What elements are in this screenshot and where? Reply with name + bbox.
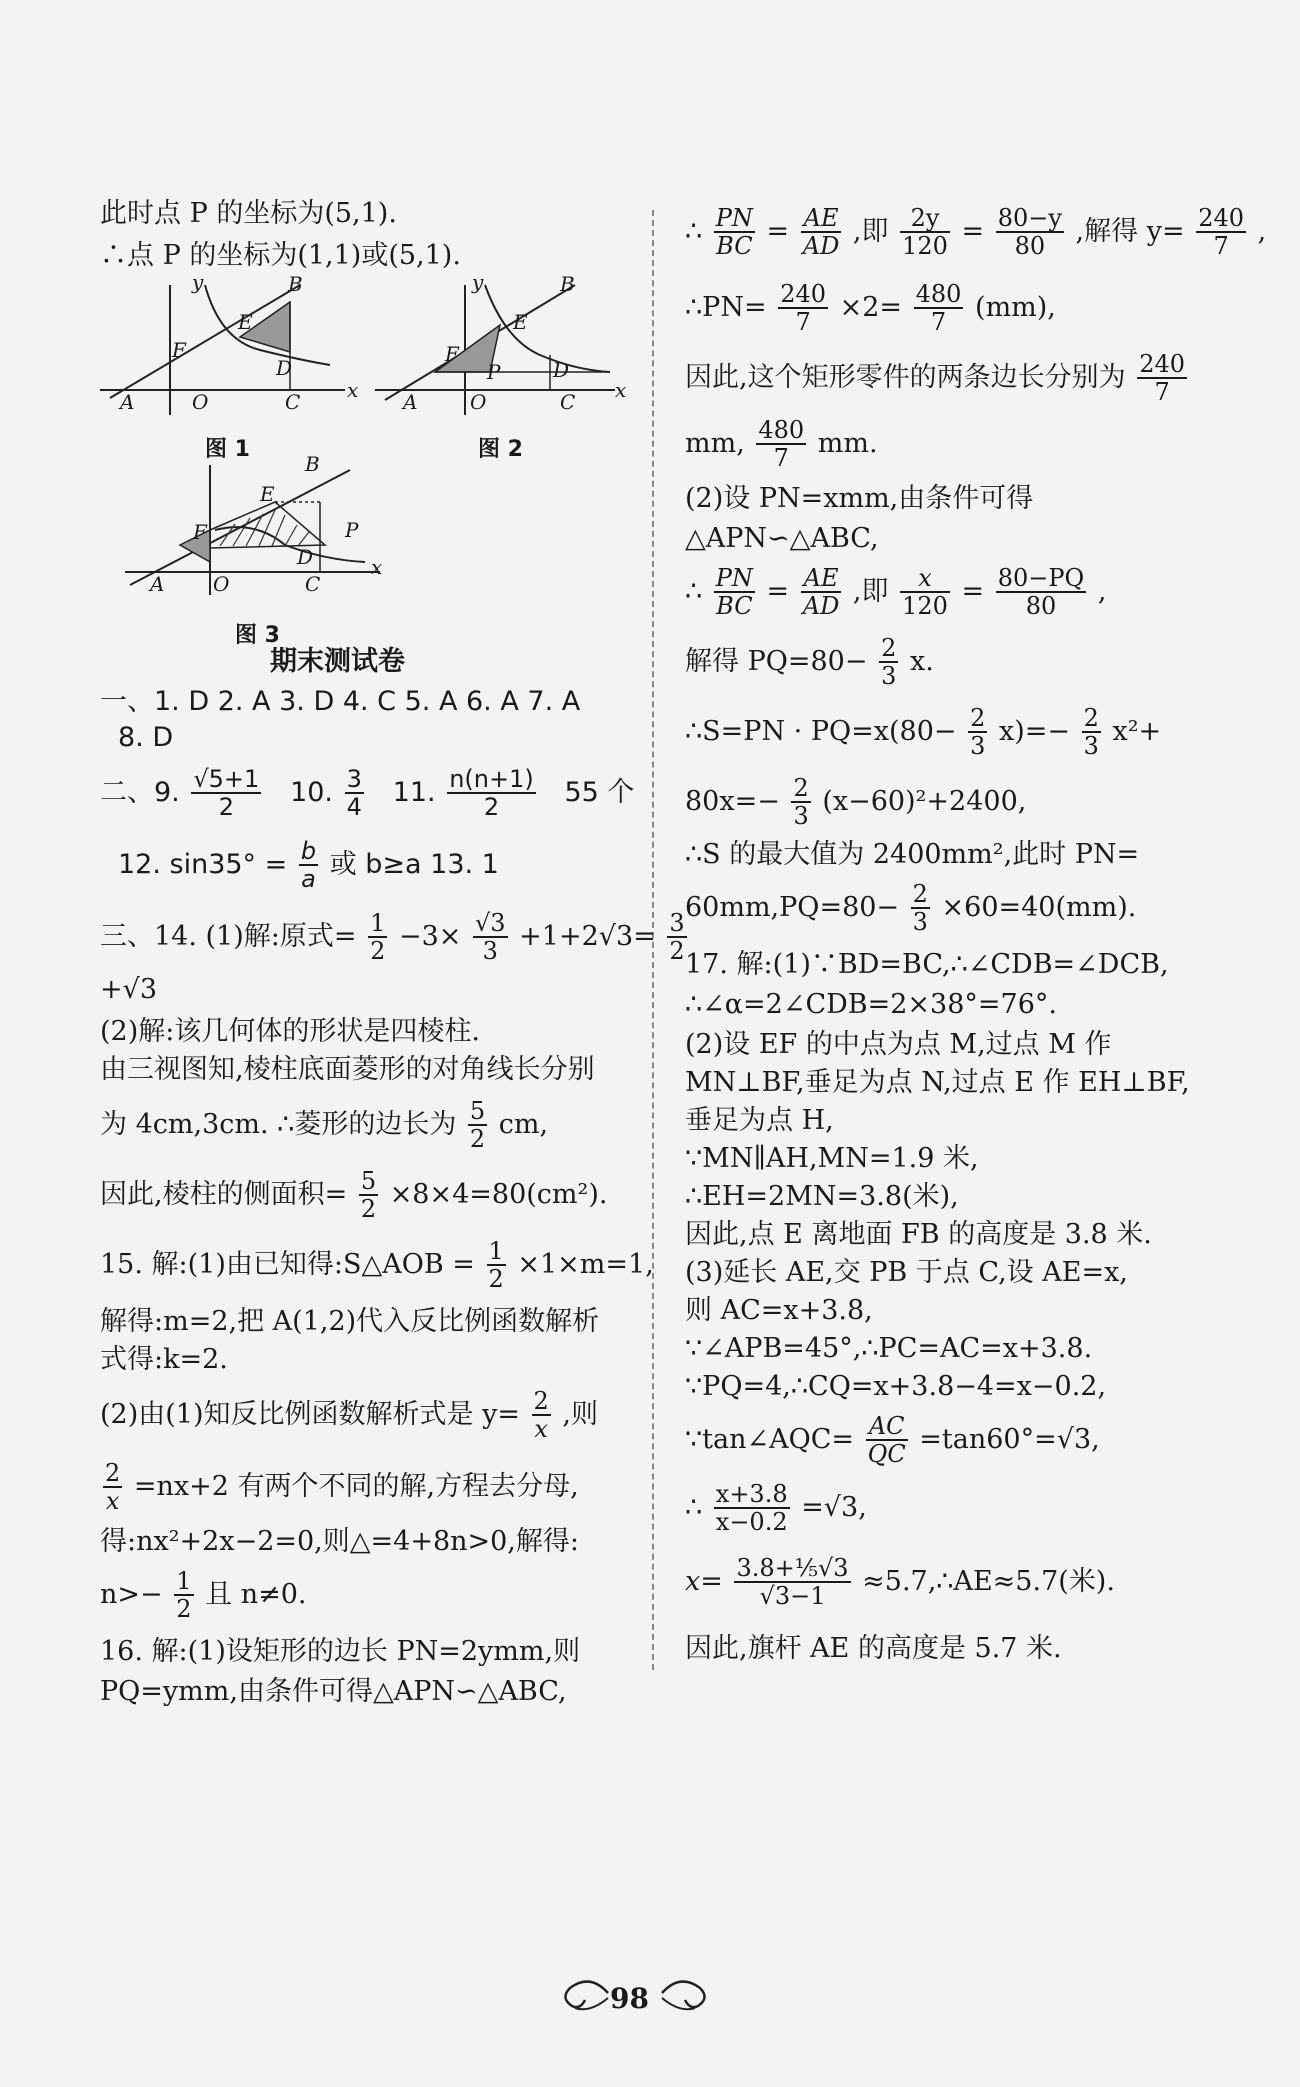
answer-line: 得:nx²+2x−2=0,则△=4+8n>0,解得: bbox=[100, 1526, 579, 1557]
label-x: x bbox=[615, 378, 627, 402]
answer-line: 三、14. (1)解:原式= $\frac{1}{2}$ −3× $\frac{√3}{3}$ +1+2√3= $\frac{3}{2}$ bbox=[100, 909, 685, 966]
answer-line: ∴∠α=2∠CDB=2×38°=76°. bbox=[685, 989, 1057, 1020]
label-E: E bbox=[513, 310, 528, 334]
answer-line: 12. sin35° = $\frac{b}{a}$ 或 b≥a 13. 1 bbox=[118, 837, 499, 894]
answer-line: 垂足为点 H, bbox=[685, 1105, 834, 1136]
text-line: ∴点 P 的坐标为(1,1)或(5,1). bbox=[100, 240, 461, 271]
label-C: C bbox=[560, 390, 576, 414]
answer-line: ∴ $\frac{PN}{BC}$ = $\frac{AE}{AD}$ ,即 $\frac{2y}{120}$ = $\frac{80-y}{80}$ ,解得 y= $\frac{240}{7}$ , bbox=[685, 204, 1267, 261]
label-C: C bbox=[285, 390, 301, 414]
left-ornament-icon bbox=[560, 1968, 610, 2018]
answer-line: mm, $\frac{480}{7}$ mm. bbox=[685, 416, 878, 473]
answer-line: n>− $\frac{1}{2}$ 且 n≠0. bbox=[100, 1567, 307, 1624]
label-F: F bbox=[445, 342, 459, 366]
answer-line: 17. 解:(1)∵BD=BC,∴∠CDB=∠DCB, bbox=[685, 949, 1169, 980]
answer-line: ∴PN= $\frac{240}{7}$ ×2= $\frac{480}{7}$ (mm), bbox=[685, 280, 1056, 337]
answer-line: 15. 解:(1)由已知得:S△AOB = $\frac{1}{2}$ ×1×m=1, bbox=[100, 1237, 654, 1294]
label-y: y bbox=[192, 270, 204, 294]
label-D: D bbox=[276, 356, 293, 380]
answer-line: (2)解:该几何体的形状是四棱柱. bbox=[100, 1016, 480, 1047]
answer-line: △APN∽△ABC, bbox=[685, 523, 879, 554]
figure-3-caption: 图 3 bbox=[235, 623, 280, 648]
answer-line: 一、1. D 2. A 3. D 4. C 5. A 6. A 7. A bbox=[100, 686, 581, 717]
answer-line: (3)延长 AE,交 PB 于点 C,设 AE=x, bbox=[685, 1257, 1128, 1288]
page-number: 98 bbox=[610, 1982, 649, 2015]
figure-1 bbox=[100, 270, 360, 420]
answer-line: ∴S 的最大值为 2400mm²,此时 PN= bbox=[685, 839, 1140, 870]
label-F: F bbox=[172, 338, 186, 362]
label-C: C bbox=[305, 572, 321, 596]
answer-line: ∴S=PN · PQ=x(80− $\frac{2}{3}$ x)=− $\frac{2}{3}$ x²+ bbox=[685, 704, 1162, 761]
answer-line: ∴EH=2MN=3.8(米), bbox=[685, 1181, 959, 1212]
answer-line: 式得:k=2. bbox=[100, 1344, 228, 1375]
figure-2-caption: 图 2 bbox=[478, 437, 523, 462]
label-O: O bbox=[470, 390, 487, 414]
label-F: F bbox=[193, 520, 207, 544]
answer-line: (2)设 PN=xmm,由条件可得 bbox=[685, 483, 1034, 514]
label-y: y bbox=[472, 270, 484, 294]
label-D: D bbox=[297, 545, 314, 569]
answer-line: 16. 解:(1)设矩形的边长 PN=2ymm,则 bbox=[100, 1636, 581, 1667]
answer-line: PQ=ymm,由条件可得△APN∽△ABC, bbox=[100, 1676, 567, 1707]
answer-line: 80x=− $\frac{2}{3}$ (x−60)²+2400, bbox=[685, 774, 1027, 831]
answer-line: 解得:m=2,把 A(1,2)代入反比例函数解析 bbox=[100, 1306, 600, 1337]
label-E: E bbox=[260, 482, 275, 506]
answer-line: ∵PQ=4,∴CQ=x+3.8−4=x−0.2, bbox=[685, 1371, 1107, 1402]
figure-3 bbox=[125, 452, 385, 600]
answer-line: 因此,点 E 离地面 FB 的高度是 3.8 米. bbox=[685, 1219, 1152, 1250]
answer-line: 8. D bbox=[118, 722, 174, 753]
label-A: A bbox=[120, 390, 135, 414]
answer-line: +√3 bbox=[100, 974, 158, 1005]
figure-2 bbox=[375, 270, 627, 420]
label-B: B bbox=[560, 272, 575, 296]
answer-line: ∴ $\frac{x+3.8}{x-0.2}$ =√3, bbox=[685, 1480, 867, 1537]
section-title: 期末测试卷 bbox=[270, 646, 405, 677]
answer-line: x= $\frac{\text{3.8+⅕√3}}{√3-1}$ ≈5.7,∴AE≈5.7(米). bbox=[685, 1554, 1115, 1611]
answer-line: (2)由(1)知反比例函数解析式是 y= $\frac{2}{x}$ ,则 bbox=[100, 1387, 599, 1444]
answer-line: $\frac{2}{x}$ =nx+2 有两个不同的解,方程去分母, bbox=[105, 1459, 579, 1516]
text-line: 此时点 P 的坐标为(5,1). bbox=[100, 198, 397, 229]
answer-line: ∵tan∠AQC= $\frac{AC}{QC}$ =tan60°=√3, bbox=[685, 1412, 1100, 1469]
answer-line: 为 4cm,3cm. ∴菱形的边长为 $\frac{5}{2}$ cm, bbox=[100, 1097, 549, 1154]
label-A: A bbox=[403, 390, 418, 414]
label-P: P bbox=[487, 360, 501, 384]
answer-line: 二、9. $\frac{√5+1}{2}$ 10. $\frac{3}{4}$ 11. $\frac{n(n+1)}{2}$ 55 个 bbox=[100, 765, 635, 822]
answer-line: ∵∠APB=45°,∴PC=AC=x+3.8. bbox=[685, 1333, 1093, 1364]
label-E: E bbox=[238, 310, 253, 334]
label-A: A bbox=[150, 572, 165, 596]
label-D: D bbox=[553, 358, 570, 382]
answer-line: 由三视图知,棱柱底面菱形的对角线长分别 bbox=[100, 1054, 595, 1085]
label-x: x bbox=[371, 555, 383, 579]
label-O: O bbox=[192, 390, 209, 414]
answer-line: ∴ $\frac{PN}{BC}$ = $\frac{AE}{AD}$ ,即 $\frac{x}{120}$ = $\frac{80-PQ}{80}$ , bbox=[685, 564, 1107, 621]
answer-line: MN⊥BF,垂足为点 N,过点 E 作 EH⊥BF, bbox=[685, 1067, 1190, 1098]
answer-line: 解得 PQ=80− $\frac{2}{3}$ x. bbox=[685, 634, 934, 691]
answer-line: ∵MN∥AH,MN=1.9 米, bbox=[685, 1143, 979, 1174]
figure-1-caption: 图 1 bbox=[205, 437, 250, 462]
answer-line: 因此,旗杆 AE 的高度是 5.7 米. bbox=[685, 1633, 1062, 1664]
right-ornament-icon bbox=[660, 1968, 710, 2018]
answer-line: 60mm,PQ=80− $\frac{2}{3}$ ×60=40(mm). bbox=[685, 880, 1137, 937]
label-B: B bbox=[288, 272, 303, 296]
label-O: O bbox=[213, 572, 230, 596]
answer-line: 因此,这个矩形零件的两条边长分别为 $\frac{240}{7}$ bbox=[685, 350, 1185, 407]
answer-line: 则 AC=x+3.8, bbox=[685, 1295, 873, 1326]
label-P: P bbox=[345, 518, 359, 542]
answer-line: 因此,棱柱的侧面积= $\frac{5}{2}$ ×8×4=80(cm²). bbox=[100, 1167, 608, 1224]
label-x: x bbox=[347, 378, 359, 402]
label-B: B bbox=[305, 452, 320, 476]
answer-line: (2)设 EF 的中点为点 M,过点 M 作 bbox=[685, 1029, 1112, 1060]
